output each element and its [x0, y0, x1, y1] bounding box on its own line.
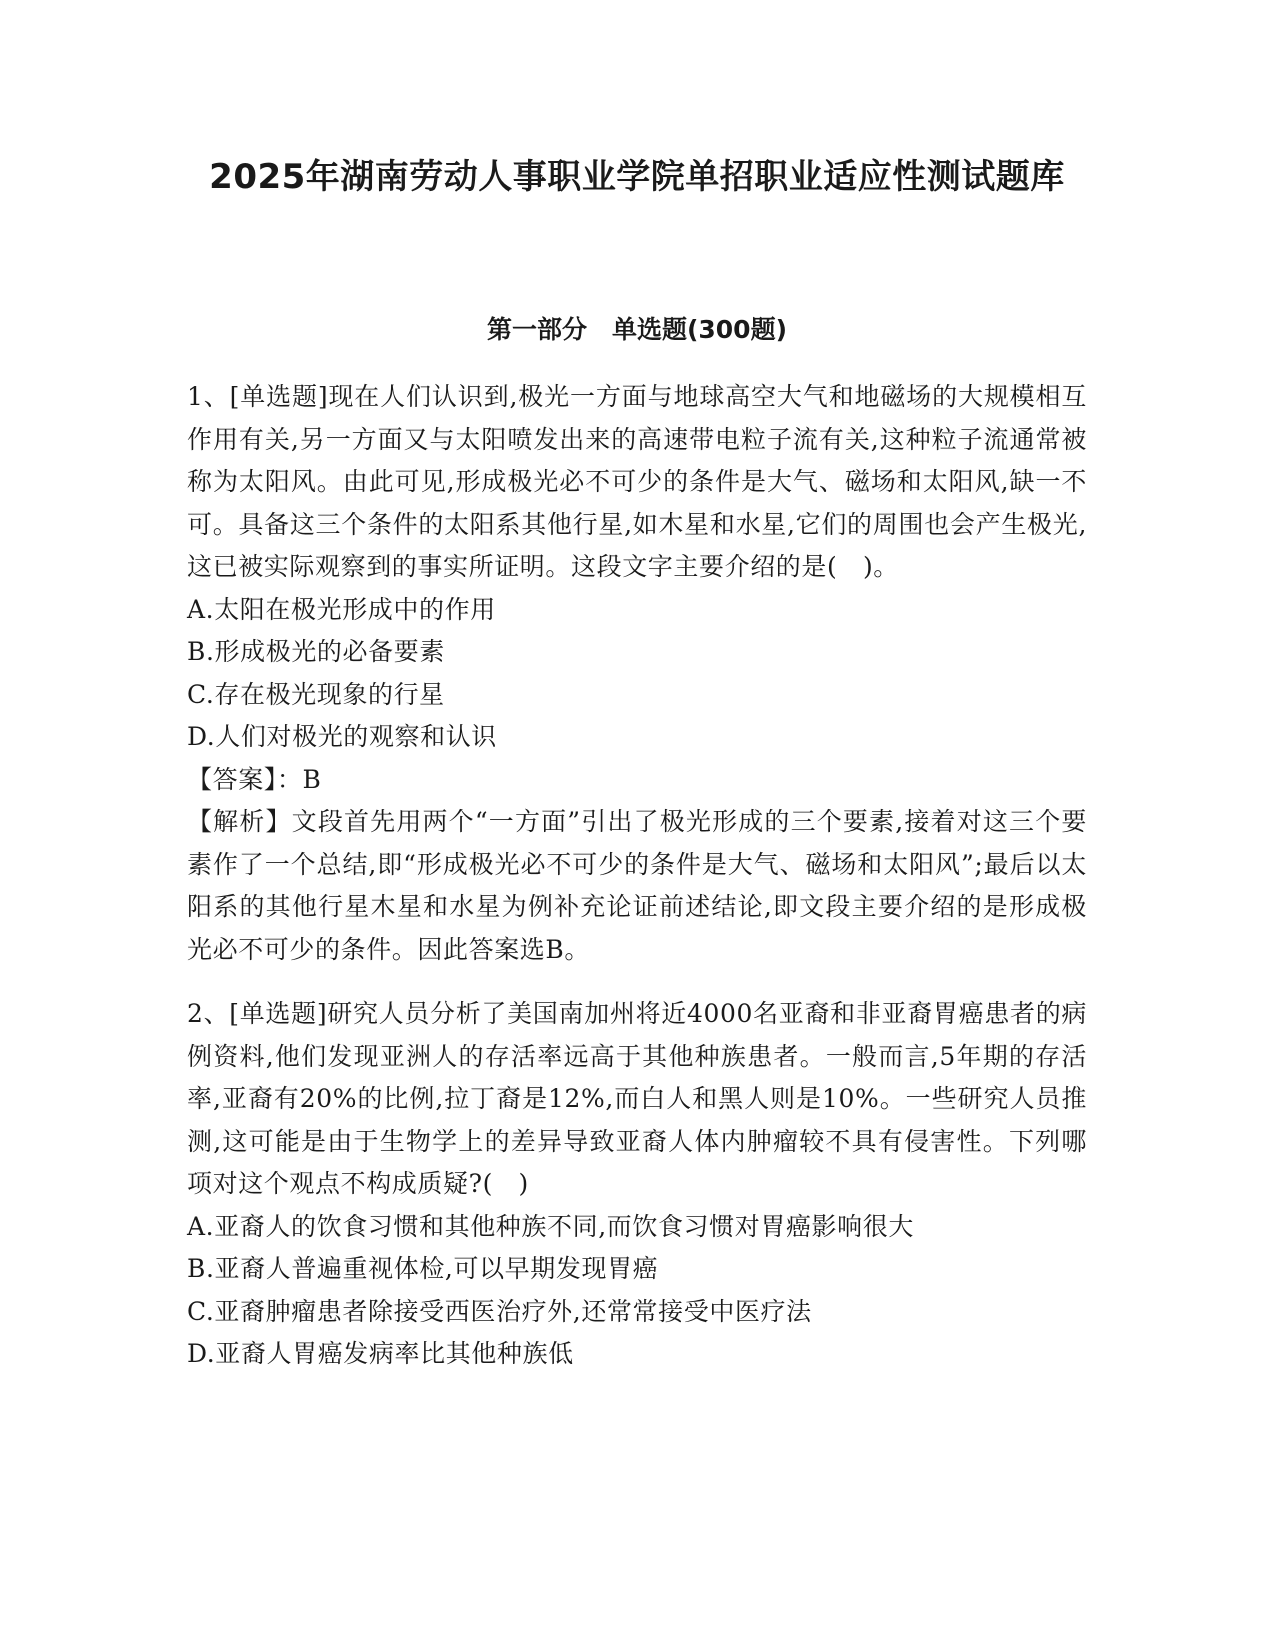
option-a: A.太阳在极光形成中的作用 — [187, 594, 496, 624]
option-c: C.亚裔肿瘤患者除接受西医治疗外,还常常接受中医疗法 — [187, 1296, 812, 1326]
answer-line: 【答案】：B — [187, 764, 322, 794]
question-stem: 1、[单选题]现在人们认识到,极光一方面与地球高空大气和地磁场的大规模相互作用有关,另一方面又与太阳喷发出来的高速带电粒子流有关,这种粒子流通常被称为太阳风。由此可见,形成极光必不可少的条件是大气、磁场和太阳风,缺一不可。具备这三个条件的太阳系其他行星,如木星和水星,它们的周围也会产生极光,这已被实际观察到的事实所证明。这段文字主要介绍的是( )。 — [187, 382, 1087, 581]
option-list — [187, 1206, 1087, 1376]
option-d: D.人们对极光的观察和认识 — [187, 722, 497, 751]
option-b: B.形成极光的必备要素 — [187, 637, 445, 666]
option-a: A.亚裔人的饮食习惯和其他种族不同,而饮食习惯对胃癌影响很大 — [187, 1211, 914, 1241]
option-b: B.亚裔人普遍重视体检,可以早期发现胃癌 — [187, 1254, 659, 1283]
option-list — [187, 589, 1087, 759]
section-title: 第一部分 单选题(300题) — [486, 315, 788, 344]
option-c: C.存在极光现象的行星 — [187, 679, 445, 709]
analysis-text: 【解析】文段首先用两个“一方面”引出了极光形成的三个要素,接着对这三个要素作了一个总结,即“形成极光必不可少的条件是大气、磁场和太阳风”;最后以太阳系的其他行星木星和水星为例补充论证前述结论,即文段主要介绍的是形成极光必不可少的条件。因此答案选B。 — [187, 807, 1087, 964]
document-page — [187, 0, 1087, 1376]
option-d: D.亚裔人胃癌发病率比其他种族低 — [187, 1339, 574, 1368]
question-1 — [187, 376, 1087, 971]
document-title: 2025年湖南劳动人事职业学院单招职业适应性测试题库 — [209, 157, 1065, 197]
question-stem: 2、[单选题]研究人员分析了美国南加州将近4000名亚裔和非亚裔胃癌患者的病例资料,他们发现亚洲人的存活率远高于其他种族患者。一般而言,5年期的存活率,亚裔有20%的比例,拉丁裔是12%,而白人和黑人则是10%。一些研究人员推测,这可能是由于生物学上的差异导致亚裔人体内肿瘤较不具有侵害性。下列哪项对这个观点不构成质疑?( ) — [187, 999, 1087, 1198]
question-2 — [187, 993, 1087, 1376]
